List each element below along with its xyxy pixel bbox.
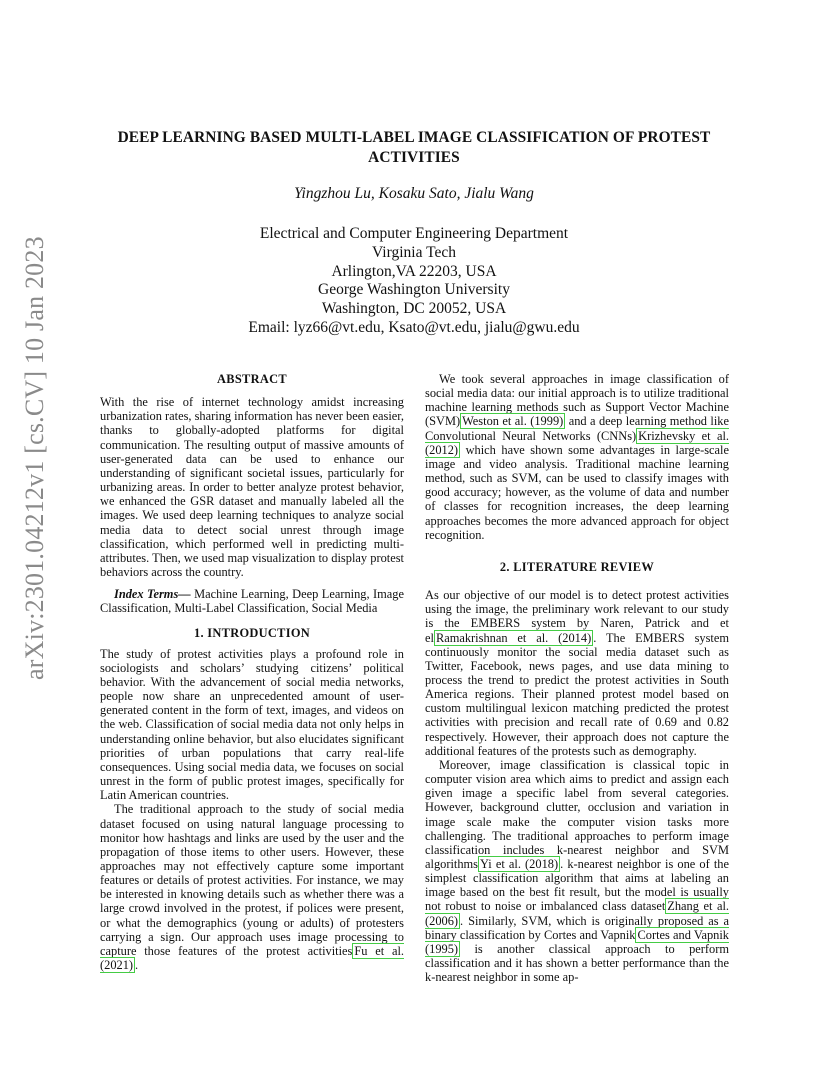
paper-title-line-2: ACTIVITIES <box>368 148 460 166</box>
citation-link[interactable]: Fu et al. (2021) <box>100 943 404 973</box>
affiliation-block <box>100 225 728 338</box>
paper-title-line-1: DEEP LEARNING BASED MULTI-LABEL IMAGE CLASSIFICATION OF PROTEST <box>117 129 711 146</box>
citation-link[interactable]: Zhang et al. (2006) <box>425 899 729 928</box>
citation-link[interactable]: Yi et al. (2018) <box>480 857 559 871</box>
introduction-paragraph-3-text: We took several approaches in image classification of social media data: our initial approach is to utilize traditional machine learning methods such as Support Vector Machine (SVM) <box>425 372 729 429</box>
affiliation-line: Electrical and Computer Engineering Department <box>259 225 569 242</box>
literature-review-paragraph-2-text: Moreover, image classification is classical topic in computer vision area which aims to predict and assign each given image a specific label from several categories. However, background clutter, occlusion and variation in image scale make the computer vision tasks more challenging. The traditional approaches to perform image classification includes k-nearest neighbor and SVM algorithms <box>425 757 729 871</box>
literature-review-paragraph-2-text: . Similarly, SVM, which is originally proposed as a binary classification by Cortes and Vapnik <box>425 913 729 942</box>
citation-link[interactable]: Ramakrishnan et al. (2014) <box>435 630 592 645</box>
literature-review-paragraph-2-text: . k-nearest neighbor is one of the simplest classification algorithm that aims at labeling an image based on the best fit result, but the model is usually not robust to noise or imbalanced class dataset <box>425 857 729 914</box>
affiliation-line: Arlington,VA 22203, USA <box>331 262 497 280</box>
literature-review-heading: 2. LITERATURE REVIEW <box>499 559 655 574</box>
index-terms <box>100 587 404 615</box>
introduction-paragraph-3-text: which have shown some advantages in large-scale image and video analysis. Traditional machine learning method, such as SVM, can be used to classify images with good accuracy; however, as the volume of data and number of classes for recognition increases, the deep learning approaches becomes the more advanced approach for object recognition. <box>425 442 729 542</box>
abstract-text: With the rise of internet technology amidst increasing urbanization rates, sharing information has never been easier, thanks to globally-adopted platforms for digital communication. The resulting output of massive amounts of user-generated data can be used to enhance our understanding of significant societal issues, particularly for urbanizing areas. In order to better analyze protest behavior, we enhanced the GSR dataset and manually labeled all the images. We used deep learning techniques to analyze social media data to detect social unrest through image classification, which performed well in predicting multi-attributes. Then, we used map visualization to display protest behaviors across the country. <box>100 395 404 580</box>
arxiv-identifier <box>20 236 60 680</box>
citation-link[interactable]: Cortes and Vapnik (1995) <box>425 927 729 956</box>
literature-review-paragraph-2 <box>425 758 729 985</box>
introduction-paragraph-3-text: and a deep learning method like Convolutional Neural Networks (CNNs) <box>425 414 729 443</box>
affiliation-line: George Washington University <box>318 281 510 299</box>
abstract-heading: ABSTRACT <box>217 372 287 386</box>
introduction-paragraph-3 <box>425 372 729 542</box>
left-column <box>100 372 404 972</box>
index-terms-text: Machine Learning, Deep Learning, Image Classification, Multi-Label Classification, Social Media <box>100 587 404 616</box>
affiliation-line: Virginia Tech <box>372 243 456 261</box>
introduction-paragraph-2 <box>100 802 404 972</box>
paper-title <box>100 128 728 167</box>
right-column <box>425 372 729 984</box>
affiliation-email-line: Email: lyz66@vt.edu, Ksato@vt.edu, jialu@gwu.edu <box>248 318 580 336</box>
introduction-paragraph-2-text: The traditional approach to the study of social media dataset focused on using natural language processing to monitor how hashtags and links are used by the user and the propagation of those items to other users. However, these approaches may not effectively capture some important features or details of protest activities. For instance, we may be interested in knowing details such as whether there was a large crowd involved in the protest, if polices were present, or what the demographics (young or adults) of protesters carrying a sign. Our approach uses image processing to capture those features of the protest activities <box>100 802 404 958</box>
literature-review-paragraph-1 <box>425 588 729 758</box>
literature-review-paragraph-1-text: As our objective of our model is to detect protest activities using the image, the preliminary work relevant to our study is the EMBERS system by Naren, Patrick and et el <box>425 588 729 645</box>
introduction-paragraph-1: The study of protest activities plays a profound role in sociologists and scholars’ studying citizens’ political behavior. With the advancement of social media networks, people now share an unprecedented amount of user-generated content in the form of text, images, and videos on the web. Classification of social media data not only helps in understanding online behavior, but also elucidates significant priorities of urban populations that carry real-life consequences. Using social media data, we focuses on social unrest in the form of public protest images, specifically for Latin American countries. <box>100 646 404 803</box>
arxiv-identifier-text: arXiv:2301.04212v1 [cs.CV] 10 Jan 2023 <box>20 236 49 680</box>
affiliation-line: Washington, DC 20052, USA <box>321 300 507 318</box>
citation-link[interactable]: Weston et al. (1999) <box>462 414 564 429</box>
citation-link[interactable]: Krizhevsky et al. (2012) <box>425 428 730 457</box>
introduction-paragraph-2-end: . <box>135 958 139 973</box>
literature-review-paragraph-2-text: is another classical approach to perform classification and it has shown a better performance than the k-nearest neighbor in some ap- <box>425 941 729 985</box>
index-terms-label: Index Terms— <box>114 587 191 602</box>
introduction-heading: 1. INTRODUCTION <box>193 625 311 640</box>
author-list: Yingzhou Lu, Kosaku Sato, Jialu Wang <box>294 185 534 202</box>
literature-review-paragraph-1-text: . The EMBERS system continuously monitor the social media dataset such as Twitter, Facebook, news pages, and use data mining to process the trend to predict the protest activities in South America regions. Their planned protest model based on custom multilingual lexicon matching predicted the protest activities with precision and recall rate of 0.69 and 0.82 respectively. However, their approach does not capture the additional features of the protests such as demography. <box>425 630 729 758</box>
